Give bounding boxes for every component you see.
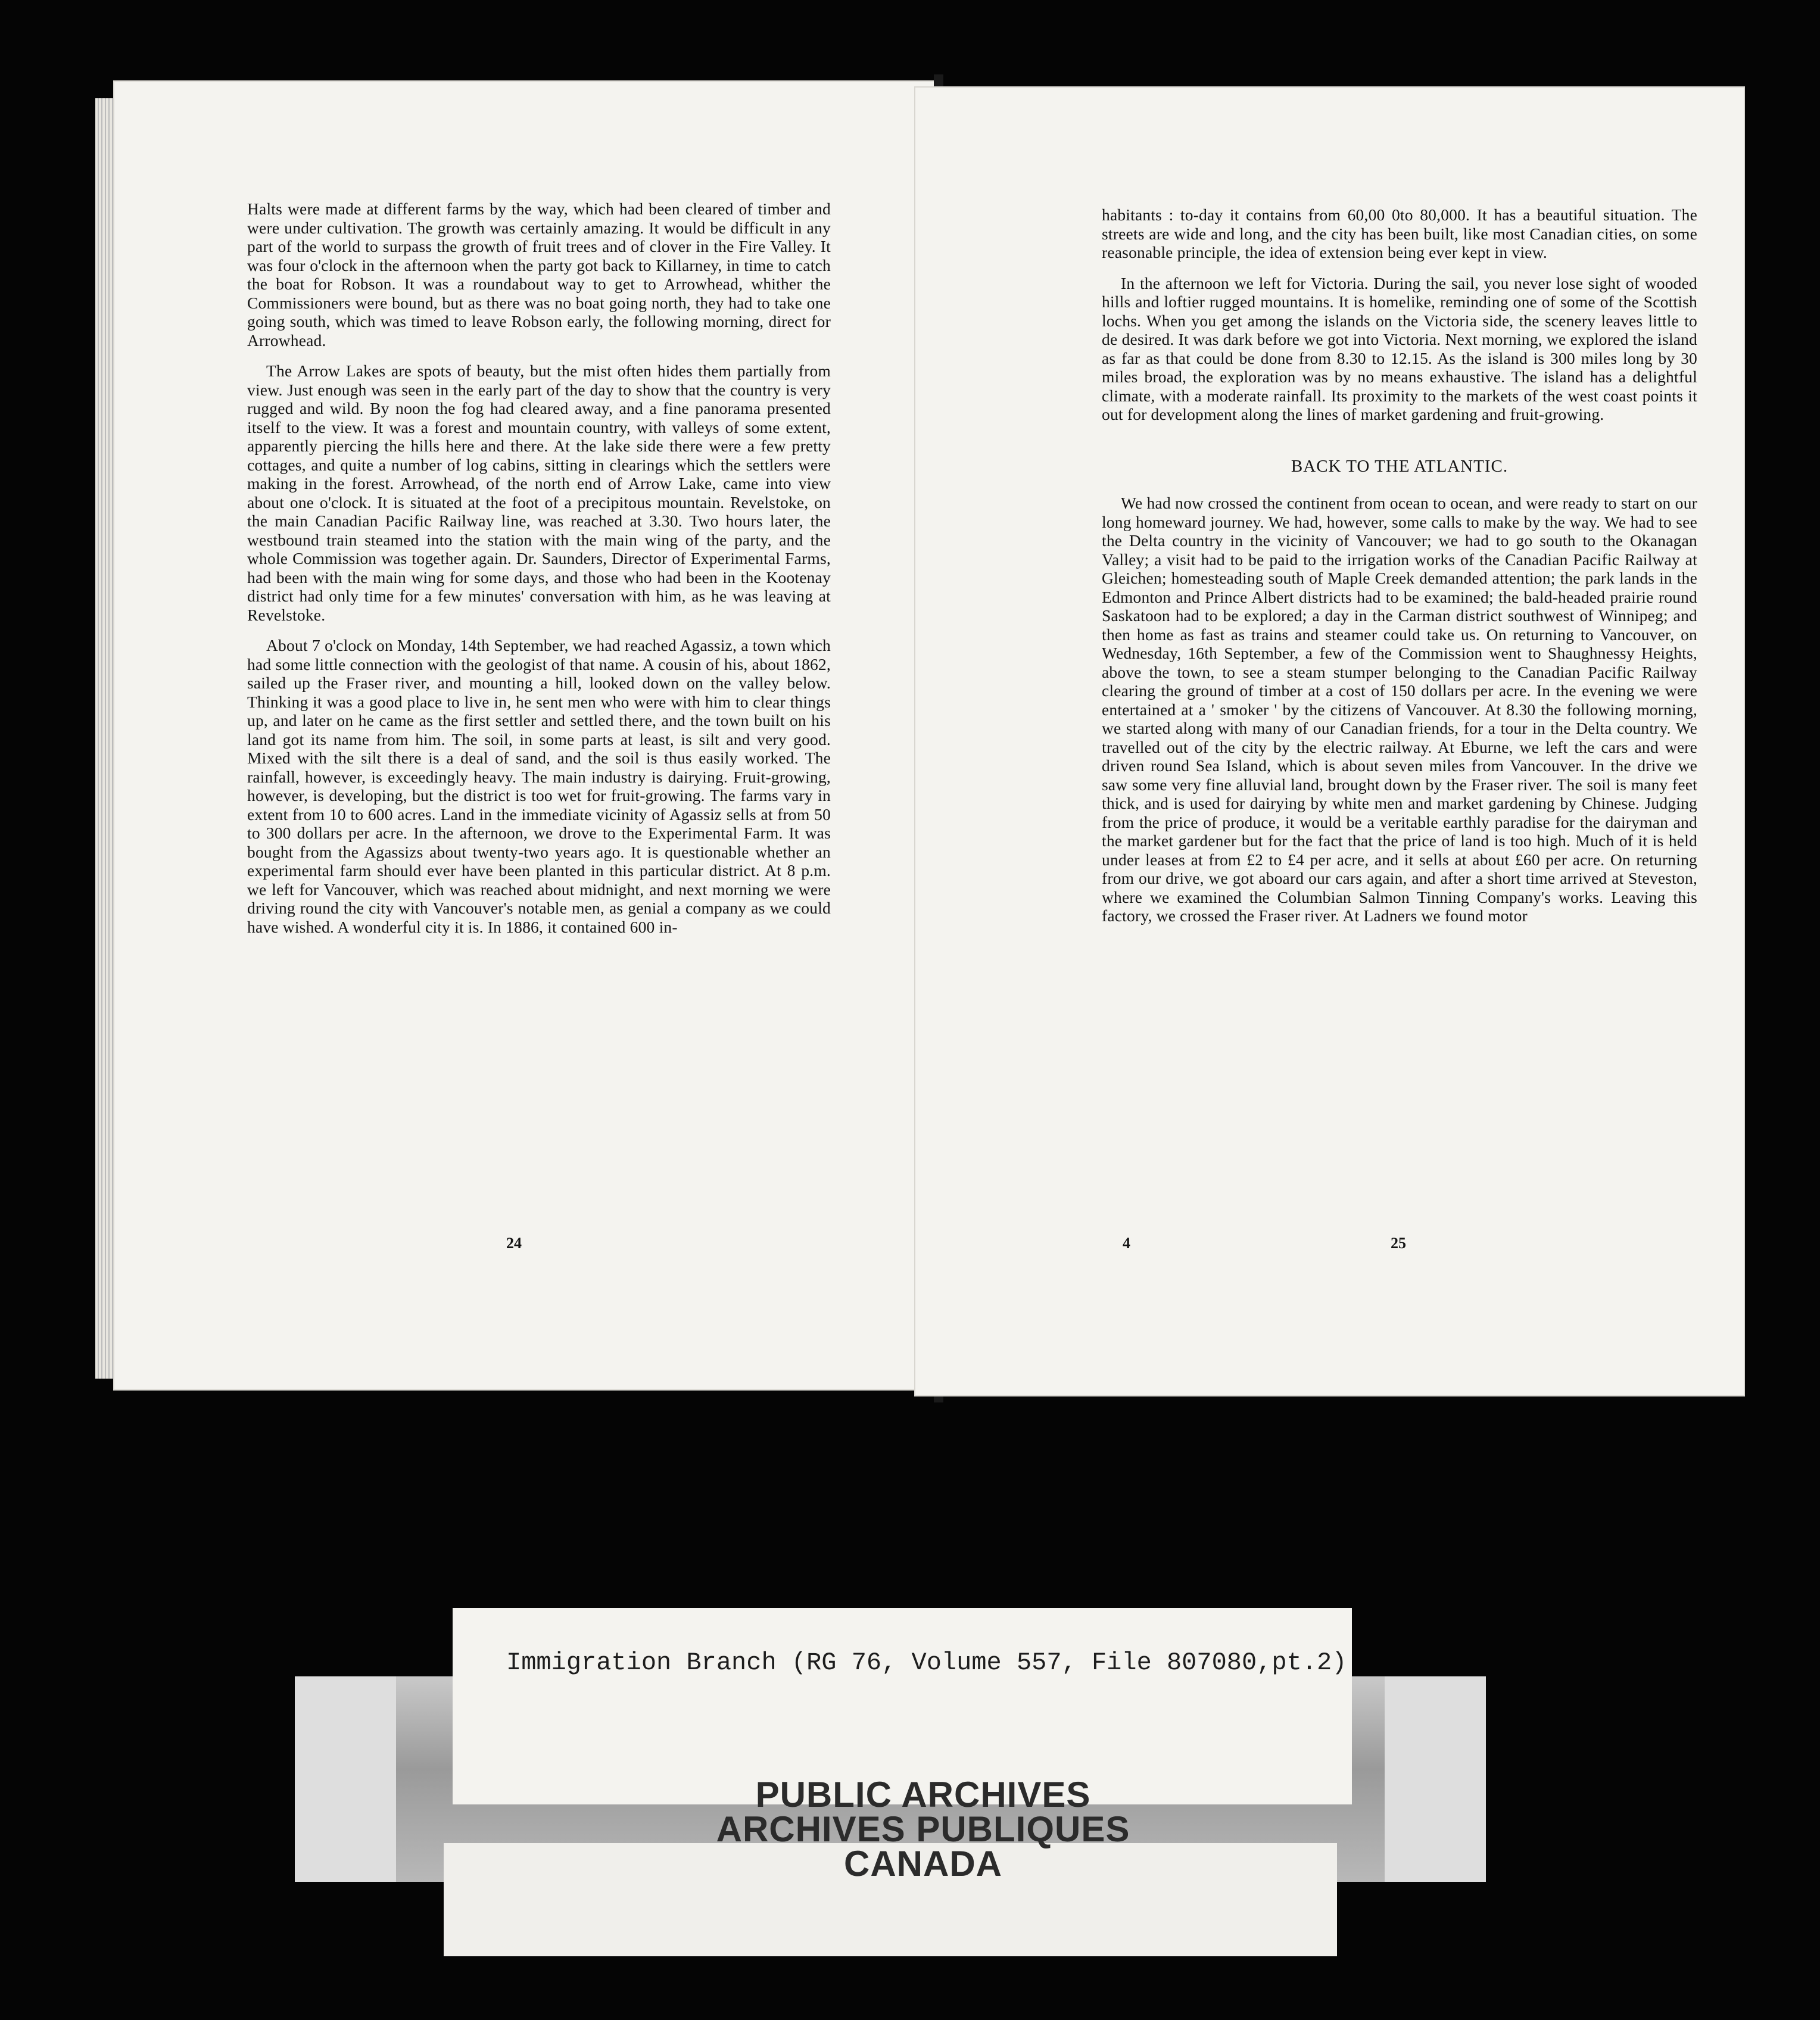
left-page-text	[247, 199, 831, 948]
section-heading: BACK TO THE ATLANTIC.	[1291, 456, 1509, 476]
right-page-text	[1102, 205, 1697, 937]
open-book	[89, 68, 1745, 1402]
archives-stamp	[655, 1775, 1191, 1884]
right-page	[914, 86, 1745, 1396]
band-right-cap	[1385, 1676, 1486, 1882]
right-paragraph-1: habitants : to-day it contains from 60,00 0to 80,000. It has a beautiful situation. The streets are wide and long, and the city has been built, like most Canadian cities, on some reasonable principle, the idea of extension being ever kept in view.	[1102, 205, 1697, 261]
archive-label-text: Immigration Branch (RG 76, Volume 557, File 807080,pt.2)	[506, 1648, 1347, 1677]
stamp-line-2: ARCHIVES PUBLIQUES	[716, 1809, 1130, 1849]
right-page-number: 25	[1391, 1235, 1406, 1252]
left-paragraph-2: The Arrow Lakes are spots of beauty, but the mist often hides them partially from view. Just enough was seen in the early part of the day to show that the country is very rugged and wild. By noon the fog had cleared away, and a fine panorama presented itself to the view. It was a forest and mountain country, with valleys of some extent, apparently piercing the hills here and there. At the lake side there were a few pretty cottages, and quite a number of log cabins, sitting in clearings which the settlers were making in the forest. Arrowhead, of the north end of Arrow Lake, came into view about one o'clock. It is situated at the foot of a precipitous mountain. Revelstoke, on the main Canadian Pacific Railway line, was reached at 3.30. Two hours later, the westbound train steamed into the station with the main wing of the party, and the whole Commission was together again. Dr. Saunders, Director of Experimental Farms, had been with the main wing for some days, and those who had been in the Kootenay district had only time for a few minutes' conversation with him, as he was leaving at Revelstoke.	[247, 361, 831, 624]
stamp-line-3: CANADA	[844, 1844, 1002, 1884]
signature-mark: 4	[1123, 1235, 1130, 1252]
band-left-cap	[295, 1676, 396, 1882]
left-page	[113, 80, 935, 1391]
right-paragraph-3: We had now crossed the continent from ocean to ocean, and were ready to start on our long homeward journey. We had, however, some calls to make by the way. We had to see the Delta country in the vicinity of Vancouver; we had to go south to the Okanagan Valley; a visit had to be paid to the irrigation works of the Canadian Pacific Railway at Gleichen; homesteading south of Maple Creek demanded attention; the park lands in the Edmonton and Prince Albert districts had to be examined; the bald-headed prairie round Saskatoon had to be explored; a day in the Carman district southwest of Winnipeg; and then home as fast as trains and steamer could take us. On returning to Vancouver, on Wednesday, 16th September, a few of the Commission went to Shaughnessy Heights, above the town, to see a steam stumper belonging to the Canadian Pacific Railway clearing the ground of timber at a cost of 150 dollars per acre. In the evening we were entertained at a ' smoker ' by the citizens of Vancouver. At 8.30 the following morning, we started along with many of our Canadian friends, for a tour in the Delta country. We travelled out of the city by the electric railway. At Eburne, we left the cars and were driven round Sea Island, which is about seven miles from Vancouver. In the drive we saw some very fine alluvial land, brought down by the Fraser river. The soil is many feet thick, and is used for dairying by white men and market gardening by Chinese. Judging from the price of produce, it would be a veritable earthly paradise for the dairyman and the market gardener but for the fact that the price of land is too high. Much of it is held under leases at from £2 to £4 per acre, and it sells at about £60 per acre. On returning from our drive, we got aboard our cars again, and after a short time arrived at Steveston, where we examined the Columbian Salmon Tinning Company's works. Leaving this factory, we crossed the Fraser river. At Ladners we found motor	[1102, 494, 1697, 925]
right-paragraph-2: In the afternoon we left for Victoria. During the sail, you never lose sight of wooded hills and loftier rugged mountains. It is homelike, reminding one of some of the Scottish lochs. When you get among the islands on the Victoria side, the scenery leaves little to de desired. It was dark before we got into Victoria. Next morning, we explored the island as far as that could be done from 8.30 to 12.15. As the island is 300 miles long by 30 miles broad, the exploration was by no means exhaustive. The island has a delightful climate, with a moderate rainfall. Its proximity to the markets of the west coast points it out for development along the lines of market gardening and fruit-growing.	[1102, 273, 1697, 423]
left-paragraph-1: Halts were made at different farms by the way, which had been cleared of timber and were under cultivation. The growth was certainly amazing. It would be difficult in any part of the world to surpass the growth of fruit trees and of clover in the Fire Valley. It was four o'clock in the afternoon when the party got back to Killarney, in time to catch the boat for Robson. It was a roundabout way to get to Arrowhead, whither the Commissioners were bound, but as there was no boat going north, they had to take one going south, which was timed to leave Robson early, the following morning, direct for Arrowhead.	[247, 199, 831, 350]
left-paragraph-3: About 7 o'clock on Monday, 14th September, we had reached Agassiz, a town which had some little connection with the geologist of that name. A cousin of his, about 1862, sailed up the Fraser river, and mounting a hill, looked down on the valley below. Thinking it was a good place to live in, he sent men who were with him to clear things up, and later on he came as the first settler and settled there, and the town built on his land got its name from him. The soil, in some parts at least, is silt and very good. Mixed with the silt there is a deal of sand, and the soil is thus easily worked. The rainfall, however, is exceedingly heavy. The main industry is dairying. Fruit-growing, however, is developing, but the district is too wet for fruit-growing. The farms vary in extent from 10 to 600 acres. Land in the immediate vicinity of Agassiz sells at from 50 to 300 dollars per acre. In the afternoon, we drove to the Experimental Farm. It was bought from the Agassizs about twenty-two years ago. It is questionable whether an experimental farm should ever have been planted in this particular district. At 8 p.m. we left for Vancouver, which was reached about midnight, and next morning we were driving round the city with Vancouver's notable men, as genial a company as we could have wished. A wonderful city it is. In 1886, it contained 600 in-	[247, 636, 831, 936]
left-page-number: 24	[506, 1235, 522, 1252]
stamp-line-1: PUBLIC ARCHIVES	[755, 1775, 1091, 1815]
